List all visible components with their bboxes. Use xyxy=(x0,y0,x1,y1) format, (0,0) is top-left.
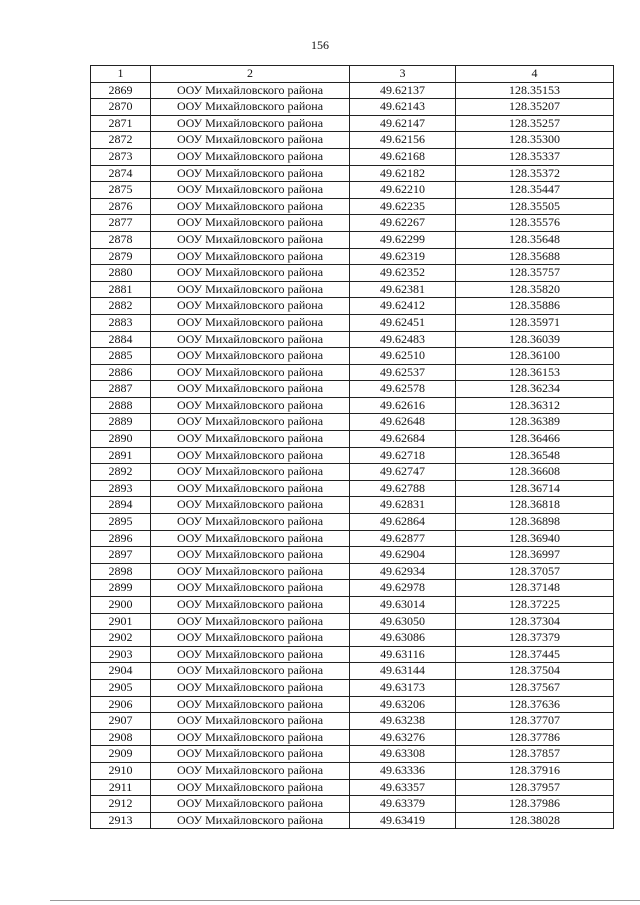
row-number-cell: 2903 xyxy=(91,646,151,663)
longitude-cell: 128.36548 xyxy=(456,447,614,464)
row-number-cell: 2883 xyxy=(91,314,151,331)
table-row xyxy=(91,630,614,647)
table-row xyxy=(91,713,614,730)
organization-cell: ООУ Михайловского района xyxy=(151,547,350,564)
latitude-cell: 49.63173 xyxy=(350,679,456,696)
column-header-name: 2 xyxy=(151,66,350,83)
longitude-cell: 128.37957 xyxy=(456,779,614,796)
organization-cell: ООУ Михайловского района xyxy=(151,796,350,813)
row-number-cell: 2896 xyxy=(91,530,151,547)
organization-cell: ООУ Михайловского района xyxy=(151,215,350,232)
table-row xyxy=(91,679,614,696)
latitude-cell: 49.63308 xyxy=(350,746,456,763)
organization-cell: ООУ Михайловского района xyxy=(151,597,350,614)
row-number-cell: 2891 xyxy=(91,447,151,464)
row-number-cell: 2897 xyxy=(91,547,151,564)
longitude-cell: 128.36898 xyxy=(456,514,614,531)
latitude-cell: 49.63086 xyxy=(350,630,456,647)
organization-cell: ООУ Михайловского района xyxy=(151,729,350,746)
latitude-cell: 49.62147 xyxy=(350,115,456,132)
longitude-cell: 128.37379 xyxy=(456,630,614,647)
organization-cell: ООУ Михайловского района xyxy=(151,298,350,315)
latitude-cell: 49.63357 xyxy=(350,779,456,796)
organization-cell: ООУ Михайловского района xyxy=(151,480,350,497)
organization-cell: ООУ Михайловского района xyxy=(151,431,350,448)
latitude-cell: 49.63419 xyxy=(350,812,456,829)
row-number-cell: 2905 xyxy=(91,679,151,696)
longitude-cell: 128.36940 xyxy=(456,530,614,547)
organization-cell: ООУ Михайловского района xyxy=(151,231,350,248)
row-number-cell: 2880 xyxy=(91,265,151,282)
table-row xyxy=(91,248,614,265)
longitude-cell: 128.35447 xyxy=(456,182,614,199)
row-number-cell: 2904 xyxy=(91,663,151,680)
table-row xyxy=(91,779,614,796)
latitude-cell: 49.62537 xyxy=(350,364,456,381)
latitude-cell: 49.62747 xyxy=(350,464,456,481)
longitude-cell: 128.37916 xyxy=(456,762,614,779)
organization-cell: ООУ Михайловского района xyxy=(151,348,350,365)
table-row xyxy=(91,796,614,813)
organization-cell: ООУ Михайловского района xyxy=(151,713,350,730)
longitude-cell: 128.36608 xyxy=(456,464,614,481)
organization-cell: ООУ Михайловского района xyxy=(151,812,350,829)
latitude-cell: 49.62718 xyxy=(350,447,456,464)
organization-cell: ООУ Михайловского района xyxy=(151,630,350,647)
row-number-cell: 2912 xyxy=(91,796,151,813)
row-number-cell: 2902 xyxy=(91,630,151,647)
organization-cell: ООУ Михайловского района xyxy=(151,679,350,696)
row-number-cell: 2894 xyxy=(91,497,151,514)
column-header-number: 1 xyxy=(91,66,151,83)
latitude-cell: 49.62877 xyxy=(350,530,456,547)
latitude-cell: 49.62352 xyxy=(350,265,456,282)
latitude-cell: 49.62137 xyxy=(350,82,456,99)
table-row xyxy=(91,215,614,232)
organization-cell: ООУ Михайловского района xyxy=(151,414,350,431)
longitude-cell: 128.35886 xyxy=(456,298,614,315)
row-number-cell: 2909 xyxy=(91,746,151,763)
longitude-cell: 128.35576 xyxy=(456,215,614,232)
row-number-cell: 2887 xyxy=(91,381,151,398)
organization-cell: ООУ Михайловского района xyxy=(151,331,350,348)
row-number-cell: 2870 xyxy=(91,99,151,116)
organization-cell: ООУ Михайловского района xyxy=(151,381,350,398)
longitude-cell: 128.37225 xyxy=(456,597,614,614)
organization-cell: ООУ Михайловского района xyxy=(151,580,350,597)
row-number-cell: 2874 xyxy=(91,165,151,182)
table-row xyxy=(91,414,614,431)
table-row xyxy=(91,812,614,829)
row-number-cell: 2881 xyxy=(91,281,151,298)
row-number-cell: 2885 xyxy=(91,348,151,365)
table-row xyxy=(91,364,614,381)
row-number-cell: 2884 xyxy=(91,331,151,348)
table-row xyxy=(91,762,614,779)
longitude-cell: 128.37986 xyxy=(456,796,614,813)
organization-cell: ООУ Михайловского района xyxy=(151,397,350,414)
longitude-cell: 128.35648 xyxy=(456,231,614,248)
latitude-cell: 49.62684 xyxy=(350,431,456,448)
latitude-cell: 49.62934 xyxy=(350,563,456,580)
table-row xyxy=(91,447,614,464)
organization-cell: ООУ Михайловского района xyxy=(151,182,350,199)
row-number-cell: 2893 xyxy=(91,480,151,497)
organization-cell: ООУ Михайловского района xyxy=(151,464,350,481)
row-number-cell: 2899 xyxy=(91,580,151,597)
longitude-cell: 128.36466 xyxy=(456,431,614,448)
row-number-cell: 2888 xyxy=(91,397,151,414)
longitude-cell: 128.35300 xyxy=(456,132,614,149)
table-row xyxy=(91,265,614,282)
latitude-cell: 49.63050 xyxy=(350,613,456,630)
table-header-row xyxy=(91,66,614,83)
latitude-cell: 49.62412 xyxy=(350,298,456,315)
longitude-cell: 128.35257 xyxy=(456,115,614,132)
table-row xyxy=(91,82,614,99)
table-row xyxy=(91,182,614,199)
latitude-cell: 49.62299 xyxy=(350,231,456,248)
table-row xyxy=(91,547,614,564)
longitude-cell: 128.38028 xyxy=(456,812,614,829)
table-row xyxy=(91,99,614,116)
table-row xyxy=(91,198,614,215)
latitude-cell: 49.63336 xyxy=(350,762,456,779)
organization-cell: ООУ Михайловского района xyxy=(151,514,350,531)
organization-cell: ООУ Михайловского района xyxy=(151,663,350,680)
table-row xyxy=(91,613,614,630)
row-number-cell: 2872 xyxy=(91,132,151,149)
organization-cell: ООУ Михайловского района xyxy=(151,148,350,165)
longitude-cell: 128.35372 xyxy=(456,165,614,182)
longitude-cell: 128.35971 xyxy=(456,314,614,331)
table-row xyxy=(91,231,614,248)
row-number-cell: 2878 xyxy=(91,231,151,248)
longitude-cell: 128.36234 xyxy=(456,381,614,398)
longitude-cell: 128.36100 xyxy=(456,348,614,365)
row-number-cell: 2892 xyxy=(91,464,151,481)
row-number-cell: 2882 xyxy=(91,298,151,315)
row-number-cell: 2869 xyxy=(91,82,151,99)
latitude-cell: 49.62451 xyxy=(350,314,456,331)
row-number-cell: 2910 xyxy=(91,762,151,779)
organization-cell: ООУ Михайловского района xyxy=(151,99,350,116)
table-row xyxy=(91,514,614,531)
table-row xyxy=(91,165,614,182)
latitude-cell: 49.62235 xyxy=(350,198,456,215)
latitude-cell: 49.62904 xyxy=(350,547,456,564)
latitude-cell: 49.62168 xyxy=(350,148,456,165)
row-number-cell: 2901 xyxy=(91,613,151,630)
longitude-cell: 128.37148 xyxy=(456,580,614,597)
longitude-cell: 128.36997 xyxy=(456,547,614,564)
organization-cell: ООУ Михайловского района xyxy=(151,248,350,265)
row-number-cell: 2877 xyxy=(91,215,151,232)
organization-cell: ООУ Михайловского района xyxy=(151,165,350,182)
row-number-cell: 2911 xyxy=(91,779,151,796)
page-number: 156 xyxy=(311,38,329,52)
longitude-cell: 128.35337 xyxy=(456,148,614,165)
organization-cell: ООУ Михайловского района xyxy=(151,497,350,514)
row-number-cell: 2906 xyxy=(91,696,151,713)
table-row xyxy=(91,580,614,597)
row-number-cell: 2907 xyxy=(91,713,151,730)
longitude-cell: 128.36039 xyxy=(456,331,614,348)
organization-cell: ООУ Михайловского района xyxy=(151,115,350,132)
table-row xyxy=(91,132,614,149)
table-row xyxy=(91,646,614,663)
latitude-cell: 49.62483 xyxy=(350,331,456,348)
row-number-cell: 2898 xyxy=(91,563,151,580)
longitude-cell: 128.35207 xyxy=(456,99,614,116)
organization-cell: ООУ Михайловского района xyxy=(151,198,350,215)
row-number-cell: 2876 xyxy=(91,198,151,215)
table-row xyxy=(91,298,614,315)
latitude-cell: 49.63116 xyxy=(350,646,456,663)
latitude-cell: 49.62978 xyxy=(350,580,456,597)
organization-cell: ООУ Михайловского района xyxy=(151,530,350,547)
latitude-cell: 49.62143 xyxy=(350,99,456,116)
latitude-cell: 49.62788 xyxy=(350,480,456,497)
longitude-cell: 128.36714 xyxy=(456,480,614,497)
table-row xyxy=(91,331,614,348)
organization-cell: ООУ Михайловского района xyxy=(151,265,350,282)
table-row xyxy=(91,431,614,448)
organization-cell: ООУ Михайловского района xyxy=(151,281,350,298)
latitude-cell: 49.63206 xyxy=(350,696,456,713)
table-row xyxy=(91,281,614,298)
row-number-cell: 2895 xyxy=(91,514,151,531)
organization-cell: ООУ Михайловского района xyxy=(151,613,350,630)
row-number-cell: 2879 xyxy=(91,248,151,265)
latitude-cell: 49.62510 xyxy=(350,348,456,365)
latitude-cell: 49.62182 xyxy=(350,165,456,182)
organization-cell: ООУ Михайловского района xyxy=(151,82,350,99)
column-header-longitude: 4 xyxy=(456,66,614,83)
latitude-cell: 49.63276 xyxy=(350,729,456,746)
latitude-cell: 49.62831 xyxy=(350,497,456,514)
latitude-cell: 49.62864 xyxy=(350,514,456,531)
longitude-cell: 128.37057 xyxy=(456,563,614,580)
row-number-cell: 2873 xyxy=(91,148,151,165)
organization-cell: ООУ Михайловского района xyxy=(151,132,350,149)
latitude-cell: 49.62381 xyxy=(350,281,456,298)
table-row xyxy=(91,663,614,680)
latitude-cell: 49.63144 xyxy=(350,663,456,680)
latitude-cell: 49.62210 xyxy=(350,182,456,199)
table-row xyxy=(91,696,614,713)
table-row xyxy=(91,148,614,165)
table-row xyxy=(91,480,614,497)
latitude-cell: 49.62156 xyxy=(350,132,456,149)
table-row xyxy=(91,397,614,414)
latitude-cell: 49.62267 xyxy=(350,215,456,232)
longitude-cell: 128.35688 xyxy=(456,248,614,265)
row-number-cell: 2889 xyxy=(91,414,151,431)
longitude-cell: 128.37504 xyxy=(456,663,614,680)
organization-cell: ООУ Михайловского района xyxy=(151,646,350,663)
longitude-cell: 128.37786 xyxy=(456,729,614,746)
table-row xyxy=(91,464,614,481)
longitude-cell: 128.35505 xyxy=(456,198,614,215)
organization-cell: ООУ Михайловского района xyxy=(151,314,350,331)
latitude-cell: 49.62648 xyxy=(350,414,456,431)
longitude-cell: 128.35820 xyxy=(456,281,614,298)
table-row xyxy=(91,530,614,547)
coordinates-table xyxy=(90,65,614,829)
longitude-cell: 128.36153 xyxy=(456,364,614,381)
latitude-cell: 49.62578 xyxy=(350,381,456,398)
row-number-cell: 2900 xyxy=(91,597,151,614)
table-row xyxy=(91,348,614,365)
column-header-latitude: 3 xyxy=(350,66,456,83)
latitude-cell: 49.62616 xyxy=(350,397,456,414)
table-row xyxy=(91,729,614,746)
row-number-cell: 2886 xyxy=(91,364,151,381)
longitude-cell: 128.37445 xyxy=(456,646,614,663)
longitude-cell: 128.37567 xyxy=(456,679,614,696)
longitude-cell: 128.35757 xyxy=(456,265,614,282)
row-number-cell: 2913 xyxy=(91,812,151,829)
organization-cell: ООУ Михайловского района xyxy=(151,762,350,779)
latitude-cell: 49.63238 xyxy=(350,713,456,730)
table-row xyxy=(91,115,614,132)
longitude-cell: 128.37636 xyxy=(456,696,614,713)
organization-cell: ООУ Михайловского района xyxy=(151,746,350,763)
longitude-cell: 128.35153 xyxy=(456,82,614,99)
row-number-cell: 2875 xyxy=(91,182,151,199)
row-number-cell: 2871 xyxy=(91,115,151,132)
longitude-cell: 128.37304 xyxy=(456,613,614,630)
table-row xyxy=(91,314,614,331)
table-body xyxy=(91,82,614,829)
table-row xyxy=(91,497,614,514)
table-row xyxy=(91,381,614,398)
longitude-cell: 128.37857 xyxy=(456,746,614,763)
organization-cell: ООУ Михайловского района xyxy=(151,696,350,713)
organization-cell: ООУ Михайловского района xyxy=(151,447,350,464)
latitude-cell: 49.62319 xyxy=(350,248,456,265)
table-row xyxy=(91,563,614,580)
longitude-cell: 128.36818 xyxy=(456,497,614,514)
row-number-cell: 2890 xyxy=(91,431,151,448)
longitude-cell: 128.37707 xyxy=(456,713,614,730)
organization-cell: ООУ Михайловского района xyxy=(151,779,350,796)
longitude-cell: 128.36312 xyxy=(456,397,614,414)
organization-cell: ООУ Михайловского района xyxy=(151,563,350,580)
organization-cell: ООУ Михайловского района xyxy=(151,364,350,381)
latitude-cell: 49.63014 xyxy=(350,597,456,614)
row-number-cell: 2908 xyxy=(91,729,151,746)
scan-edge-line xyxy=(50,900,640,901)
table-row xyxy=(91,597,614,614)
latitude-cell: 49.63379 xyxy=(350,796,456,813)
table-row xyxy=(91,746,614,763)
longitude-cell: 128.36389 xyxy=(456,414,614,431)
